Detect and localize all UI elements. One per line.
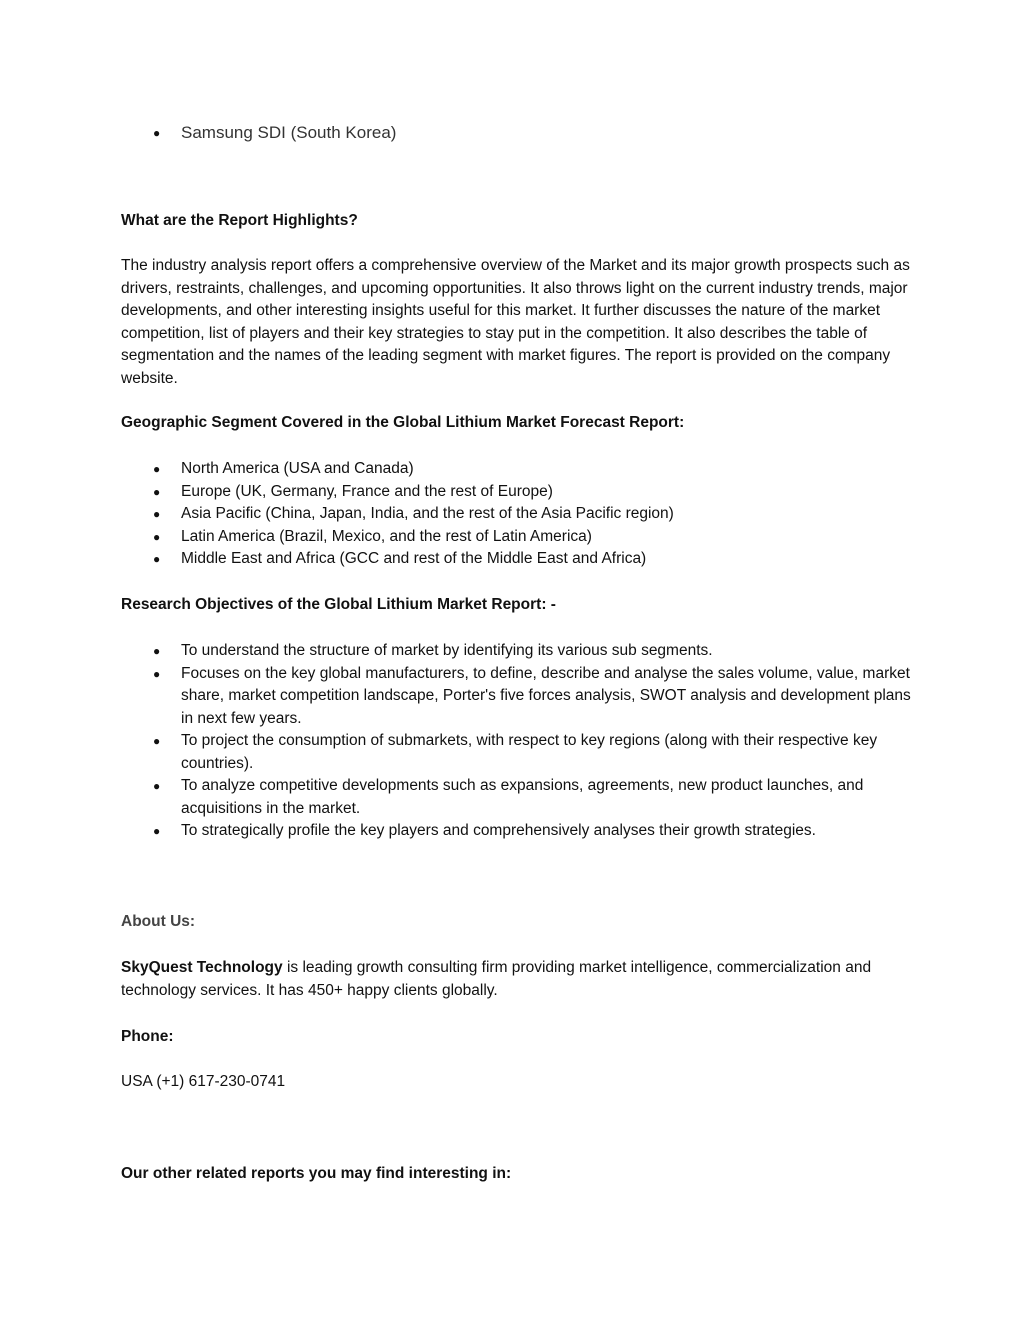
list-item: [121, 548, 911, 571]
list-item: [121, 820, 911, 843]
list-item: [121, 663, 911, 731]
list-item-text: Latin America (Brazil, Mexico, and the rest of Latin America): [181, 527, 592, 545]
list-item: [121, 503, 911, 526]
list-item-text: To project the consumption of submarkets, with respect to key regions (along with their respective key countries).: [181, 732, 878, 772]
list-item-text: To analyze competitive developments such as expansions, agreements, new product launches, and acquisitions in the market.: [181, 777, 864, 817]
bullet-dot: ●: [153, 507, 161, 521]
bullet-dot: ●: [153, 552, 161, 566]
bullet-dot: ●: [153, 484, 161, 499]
bullet-dot: ●: [153, 126, 161, 140]
objectives-heading: Research Objectives of the Global Lithium Market Report: -: [121, 596, 556, 613]
bullet-dot: ●: [153, 734, 161, 748]
geographic-heading: Geographic Segment Covered in the Global Lithium Market Forecast Report:: [121, 414, 685, 431]
bullet-dot: ●: [153, 779, 161, 793]
list-item-text: To understand the structure of market by identifying its various sub segments.: [181, 642, 713, 659]
list-item-text: North America (USA and Canada): [181, 460, 414, 477]
objectives-list: [121, 640, 911, 843]
list-item: [121, 730, 911, 775]
company-name: SkyQuest Technology: [121, 959, 283, 976]
about-description: is leading growth consulting firm providing market intelligence, commercialization and technology services. It has 450+ happy clients globally.: [121, 959, 872, 999]
list-item: [121, 481, 911, 504]
list-item: [121, 458, 911, 481]
bullet-dot: ●: [153, 824, 161, 838]
list-item: [121, 526, 911, 549]
bullet-dot: ●: [153, 666, 161, 681]
about-heading: About Us:: [121, 913, 196, 930]
highlights-paragraph: The industry analysis report offers a comprehensive overview of the Market and its major growth prospects such as drivers, restraints, challenges, and upcoming opportunities. It also throws light on the current industry trends, major developments, and other interesting insights useful for this market. It further discusses the nature of the market competition, list of players and their key strategies to stay put in the competition. It also describes the table of segmentation and the names of the leading segment with market figures. The report is provided on the company website.: [121, 257, 910, 387]
phone-heading: Phone:: [121, 1028, 174, 1045]
list-item-text: Middle East and Africa (GCC and rest of the Middle East and Africa): [181, 550, 647, 567]
list-item-text: Focuses on the key global manufacturers, to define, describe and analyse the sales volume, value, market share, market competition landscape, Porter's five forces analysis, SWOT analysis and development plans in next few years.: [181, 664, 911, 727]
highlights-heading: What are the Report Highlights?: [121, 212, 358, 229]
about-paragraph: [121, 957, 911, 1002]
list-item: [121, 640, 911, 663]
bullet-dot: ●: [153, 644, 161, 658]
list-item-text: Samsung SDI (South Korea): [181, 123, 397, 142]
bullet-dot: ●: [153, 462, 161, 476]
phone-number: USA (+1) 617-230-0741: [121, 1073, 286, 1090]
related-heading: Our other related reports you may find interesting in:: [121, 1165, 512, 1182]
geographic-list: [121, 458, 911, 571]
list-item-text: Asia Pacific (China, Japan, India, and the rest of the Asia Pacific region): [181, 505, 674, 522]
list-item-text: To strategically profile the key players and comprehensively analyses their growth strategies.: [181, 822, 816, 839]
bullet-dot: ●: [153, 529, 161, 544]
list-item-text: Europe (UK, Germany, France and the rest of Europe): [181, 482, 553, 500]
list-item: [121, 775, 911, 820]
